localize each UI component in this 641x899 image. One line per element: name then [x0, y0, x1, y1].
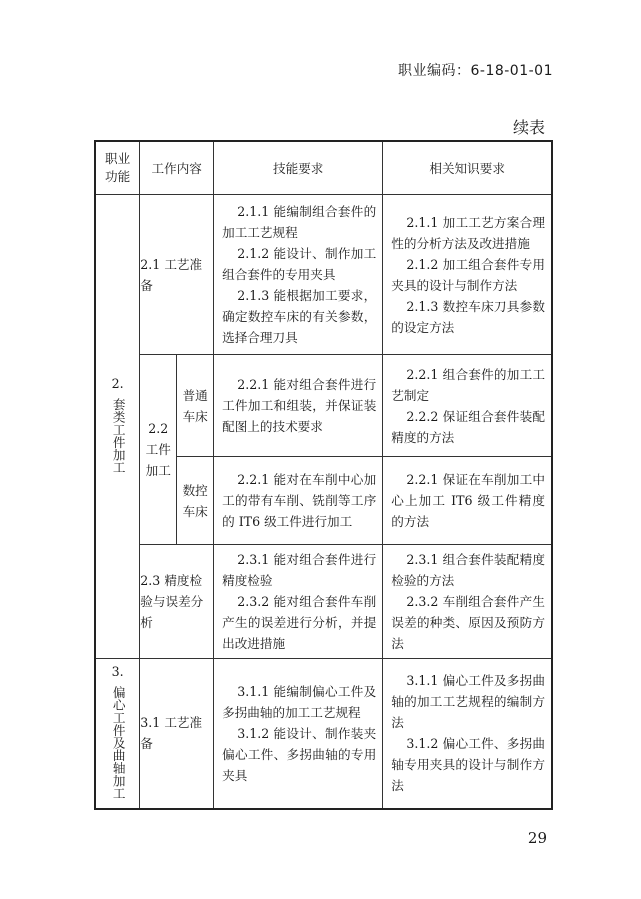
occupation-code: 职业编码：6-18-01-01: [397, 63, 553, 79]
section-function-3: [95, 659, 140, 809]
skills-cell: [214, 195, 383, 355]
knowledge-item: 2.1.3 数控车床刀具参数的设定方法: [391, 298, 545, 335]
knowledge-item: 2.2.1 保证在车削加工中心上加工 IT6 级工件精度的方法: [391, 472, 545, 529]
skill-item: 3.1.1 能编制偏心工件及多拐曲轴的加工工艺规程: [222, 683, 377, 720]
section-title: 偏心工件及曲轴加工: [110, 686, 126, 800]
skill-item: 2.2.1 能对组合套件进行工件加工和组装，并保证装配图上的技术要求: [222, 377, 377, 434]
table-row: [95, 195, 552, 355]
header-skills: 技能要求: [214, 141, 383, 195]
table-row: [95, 659, 552, 809]
skill-item: 2.1.1 能编制组合套件的加工工艺规程: [222, 204, 377, 240]
section-title: 套类工件加工: [110, 398, 126, 474]
sub-content-cell: 普通车床: [177, 355, 214, 457]
skill-item: 2.3.1 能对组合套件进行精度检验: [222, 552, 377, 588]
skills-cell: [214, 457, 383, 545]
header-knowledge: 相关知识要求: [383, 141, 552, 195]
continued-label: 续表: [512, 118, 545, 137]
skill-item: 2.2.1 能对在车削中心加工的带有车削、铣削等工序的 IT6 级工件进行加工: [222, 472, 377, 529]
knowledge-item: 2.2.2 保证组合套件装配精度的方法: [391, 408, 545, 445]
table-row: [95, 545, 552, 659]
page-number: 29: [527, 829, 547, 847]
skill-item: 2.1.2 能设计、制作加工组合套件的专用夹具: [222, 246, 377, 282]
work-content-cell: 2.3 精度检验与误差分析: [140, 545, 214, 659]
knowledge-item: 2.1.1 加工工艺方案合理性的分析方法及改进措施: [391, 214, 545, 251]
section-number: 2.: [111, 376, 124, 392]
skill-item: 2.1.3 能根据加工要求，确定数控车床的有关参数，选择合理刀具: [222, 288, 377, 345]
skill-item: 2.3.2 能对组合套件车削产生的误差进行分析，并提出改进措施: [222, 594, 377, 651]
skill-item: 3.1.2 能设计、制作装夹偏心工件、多拐曲轴的专用夹具: [222, 725, 377, 783]
skills-cell: [214, 659, 383, 809]
knowledge-cell: [383, 545, 552, 659]
knowledge-cell: [383, 659, 552, 809]
knowledge-item: 2.3.2 车削组合套件产生误差的种类、原因及预防方法: [391, 594, 545, 651]
work-content-group: 2.2 工件加工: [140, 355, 177, 545]
sub-content-cell: 数控车床: [177, 457, 214, 545]
knowledge-item: 2.3.1 组合套件装配精度检验的方法: [391, 552, 545, 588]
header-function: 职业 功能: [95, 141, 140, 195]
knowledge-item: 2.1.2 加工组合套件专用夹具的设计与制作方法: [391, 256, 545, 293]
knowledge-cell: [383, 355, 552, 457]
work-content-cell: 2.1 工艺准备: [140, 195, 214, 355]
knowledge-cell: [383, 195, 552, 355]
table-header-row: [95, 141, 552, 195]
section-function-2: [95, 195, 140, 659]
header-content: 工作内容: [140, 141, 214, 195]
knowledge-item: 3.1.2 偏心工件、多拐曲轴专用夹具的设计与制作方法: [391, 736, 545, 794]
work-content-cell: 3.1 工艺准备: [140, 659, 214, 809]
knowledge-item: 3.1.1 偏心工件及多拐曲轴的加工工艺规程的编制方法: [391, 673, 545, 731]
skills-cell: [214, 355, 383, 457]
skills-cell: [214, 545, 383, 659]
table-row: [95, 355, 552, 457]
section-number: 3.: [111, 664, 124, 680]
knowledge-cell: [383, 457, 552, 545]
knowledge-item: 2.2.1 组合套件的加工工艺制定: [391, 366, 545, 403]
skills-table: [94, 140, 553, 810]
